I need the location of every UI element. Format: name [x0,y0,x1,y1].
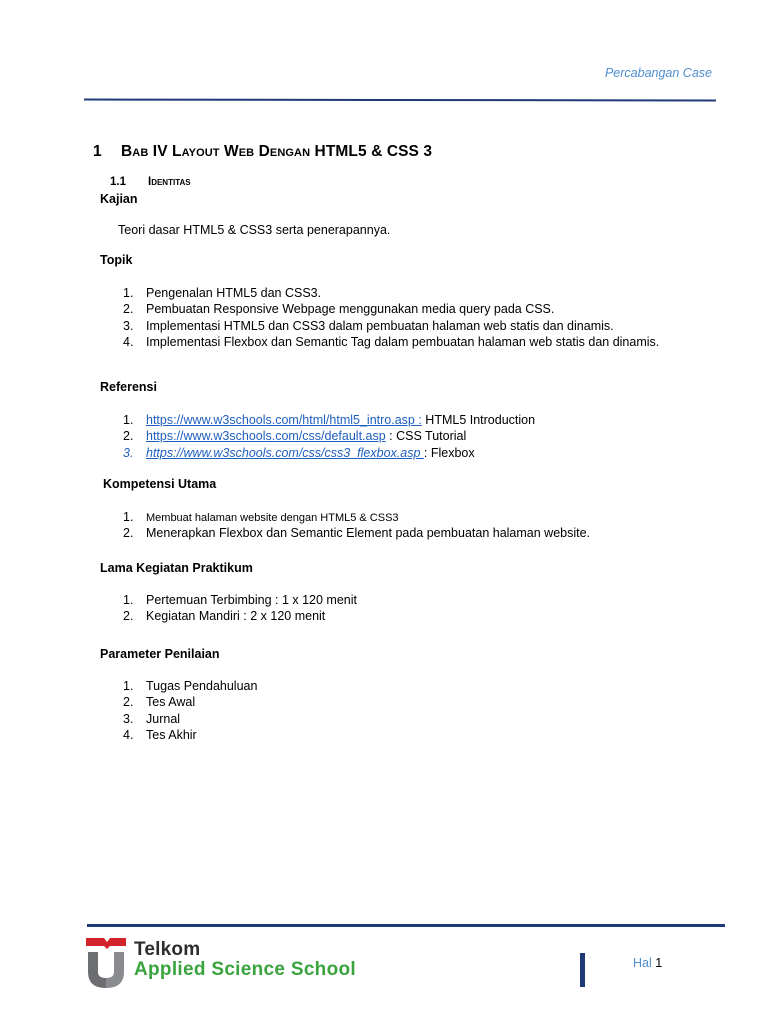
list-item: 1. Membuat halaman website dengan HTML5 & CSS3 [123,510,399,524]
list-item: 2. Kegiatan Mandiri : 2 x 120 menit [123,609,326,624]
logo-text-school: Applied Science School [134,959,356,980]
referensi-label: Referensi [100,380,157,394]
topik-label: Topik [100,253,133,267]
parameter-list [123,678,257,743]
lama-label: Lama Kegiatan Praktikum [100,561,253,575]
section-heading [110,176,191,188]
chapter-heading [93,143,432,161]
header-rule [84,99,716,102]
footer-divider-bar [580,953,585,987]
list-item: 4. Tes Akhir [123,727,197,742]
parameter-label: Parameter Penilaian [100,647,220,661]
list-item: 1. Pengenalan HTML5 dan CSS3. [123,286,322,300]
footer-rule [87,924,725,927]
list-item: 1. Tugas Pendahuluan [123,679,258,693]
list-item: 2. Tes Awal [123,695,196,710]
referensi-list [123,412,535,461]
list-item: 4. Implementasi Flexbox dan Semantic Tag dalam pembuatan halaman web statis dan dinamis. [123,334,660,349]
list-item: 2. https://www.w3schools.com/css/default.asp : CSS Tutorial [123,429,467,444]
chapter-number: 1 [93,143,102,160]
chapter-title: Bab IV Layout Web Dengan HTML5 & CSS 3 [121,143,433,160]
topik-list [123,285,659,350]
section-title: Identitas [148,176,191,188]
list-item: 2. Menerapkan Flexbox dan Semantic Element pada pembuatan halaman website. [123,526,591,541]
header-title: Percabangan Case [604,66,712,80]
kajian-label: Kajian [100,192,138,206]
kompetensi-list [123,509,590,542]
reference-link-html5[interactable]: https://www.w3schools.com/html/html5_intro.asp : [146,413,422,427]
list-item: 3. Jurnal [123,711,181,726]
section-number: 1.1 [110,176,126,188]
page-number-value: 1 [655,956,663,970]
page-label: Hal [633,956,652,970]
kajian-text: Teori dasar HTML5 & CSS3 serta penerapannya. [118,223,391,237]
reference-link-flexbox[interactable]: https://www.w3schools.com/css/css3_flexbox.asp [146,445,424,460]
list-item: 3. https://www.w3schools.com/css/css3_flexbox.asp : Flexbox [123,445,475,460]
page-number [633,956,662,970]
list-item: 3. Implementasi HTML5 dan CSS3 dalam pembuatan halaman web statis dan dinamis. [123,318,614,333]
list-item: 2. Pembuatan Responsive Webpage menggunakan media query pada CSS. [123,302,555,317]
logo-text-telkom: Telkom [134,939,201,960]
list-item: 1. Pertemuan Terbimbing : 1 x 120 menit [123,593,357,607]
lama-list [123,592,357,625]
kompetensi-label: Kompetensi Utama [103,477,217,491]
reference-link-css[interactable]: https://www.w3schools.com/css/default.asp [146,429,386,444]
list-item: 1. https://www.w3schools.com/html/html5_intro.asp : HTML5 Introduction [123,413,536,427]
telkom-logo-icon [86,936,132,990]
